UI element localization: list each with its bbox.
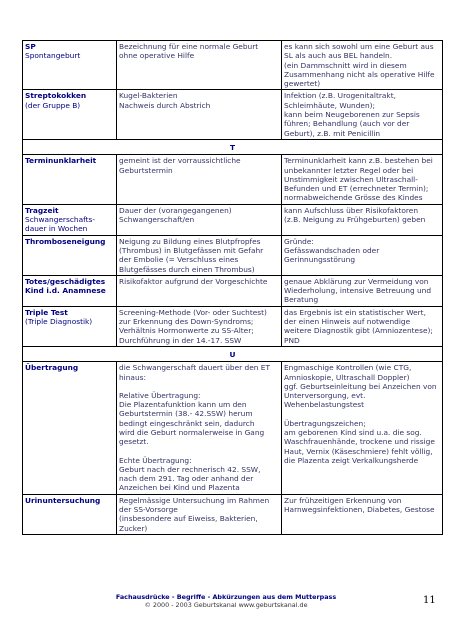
definition-line: bedingt eingeschränkt sein, dadurch [119, 418, 255, 428]
term-cell [23, 494, 117, 534]
definition-line: Regelmässige Untersuchung im Rahmen [119, 495, 270, 505]
term-cell [23, 155, 117, 204]
definition-line: wird die Geburt normalerweise in Gang [119, 427, 265, 437]
notes-line: Unstimmigkeit zwischen Ultraschall- [284, 174, 418, 184]
definition-cell [117, 275, 282, 306]
glossary-row [23, 41, 443, 90]
term: Übertragung [25, 363, 79, 373]
term-cell [23, 204, 117, 235]
notes-line: Befunden und ET (errechneter Termin); [284, 184, 429, 194]
definition-cell [117, 306, 282, 346]
notes-cell [282, 155, 443, 204]
term-cell [23, 306, 117, 346]
definition-cell [117, 90, 282, 139]
glossary-row [23, 306, 443, 346]
definition-line: zur Erkennung des Down-Syndroms; [119, 317, 254, 327]
term-subtitle: Schwangerschafts- dauer in Wochen [25, 215, 95, 234]
notes-line: die Plazenta zeigt Verkalkungsherde [284, 455, 419, 465]
notes-line: Gründe: [284, 236, 314, 246]
term: Terminunklarheit [25, 156, 97, 166]
term-subtitle: (der Gruppe B) [25, 100, 81, 110]
glossary-row [23, 235, 443, 275]
definition-line: (Thrombus) in Blutgefässen mit Gefahr [119, 245, 264, 255]
page-footer [0, 593, 452, 609]
term: Thromboseneigung [25, 236, 106, 246]
notes-line: PND [284, 335, 300, 345]
term: Urinuntersuchung [25, 495, 101, 505]
notes-line: SL als auch aus BEL handeln. [284, 51, 393, 61]
term-cell [23, 275, 117, 306]
term-cell [23, 41, 117, 90]
notes-cell [282, 306, 443, 346]
definition-line: hinaus: [119, 372, 146, 382]
notes-line [284, 410, 440, 419]
notes-line: es kann sich sowohl um eine Geburt aus [284, 42, 434, 51]
definition-line [119, 382, 279, 391]
definition-cell [117, 235, 282, 275]
notes-line: normabweichende Grösse des Kindes [284, 193, 423, 203]
notes-line: Zur frühzeitigen Erkennung von [284, 495, 402, 505]
section-letter-row [23, 346, 443, 361]
notes-line: (ein Dammschnitt wird in diesem [284, 60, 407, 70]
notes-line: kann beim Neugeborenen zur Sepsis [284, 110, 420, 120]
section-letter-row [23, 139, 443, 154]
definition-line: Bezeichnung für eine normale Geburt [119, 42, 259, 51]
definition-cell [117, 362, 282, 495]
notes-line: gewertet) [284, 79, 321, 89]
notes-line: Unterversorgung, evt. [284, 391, 366, 401]
term-cell [23, 362, 117, 495]
term: Totes/geschädigtes Kind i.d. Anamnese [25, 276, 106, 296]
notes-cell [282, 41, 443, 90]
section-letter: T [23, 139, 443, 154]
notes-line: Amnioskopie, Ultraschall Doppler) [284, 372, 410, 382]
definition-line [119, 447, 279, 456]
definition-line: Geburtstermin [119, 165, 173, 175]
definition-line: Relative Übertragung: [119, 390, 201, 400]
definition-line: Risikofaktor aufgrund der Vorgeschichte [119, 276, 268, 286]
definition-line: Screening-Methode (Vor- oder Suchtest) [119, 307, 267, 317]
notes-cell [282, 90, 443, 139]
notes-cell [282, 494, 443, 534]
definition-cell [117, 41, 282, 90]
term: SP [25, 42, 36, 51]
notes-cell [282, 235, 443, 275]
notes-line: Wiederholung, intensive Betreuung und [284, 286, 432, 296]
notes-cell [282, 204, 443, 235]
notes-line: weitere Diagnostik gibt (Amniozentese); [284, 326, 433, 336]
notes-line: Wehenbelastungstest [284, 400, 365, 410]
notes-line: Infektion (z.B. Urogenitaltrakt, [284, 91, 396, 101]
term-cell [23, 90, 117, 139]
notes-line: Harnwegsinfektionen, Diabetes, Gestose [284, 505, 435, 515]
definition-line: ohne operative Hilfe [119, 51, 195, 61]
definition-line: die Schwangerschaft dauert über den ET [119, 363, 270, 373]
notes-line: Übertragungszeichen; [284, 418, 366, 428]
notes-line: Zusammenhang nicht als operative Hilfe [284, 69, 435, 79]
glossary-page [22, 40, 442, 535]
footer-title: Fachausdrücke - Begriffe - Abkürzungen aus dem Mutterpass [115, 593, 337, 601]
notes-line: kann Aufschluss über Risikofaktoren [284, 205, 419, 215]
notes-line: Terminunklarheit kann z.B. bestehen bei [284, 156, 433, 166]
term: Triple Test [25, 307, 68, 317]
notes-line: führen; Behandlung (auch vor der [284, 119, 410, 129]
definition-cell [117, 204, 282, 235]
definition-line: Dauer der (vorangegangenen) [119, 205, 232, 215]
glossary-row [23, 204, 443, 235]
definition-line: nach dem 291. Tag oder anhand der [119, 474, 254, 484]
definition-line: Geburtstermin (38.- 42.SSW) herum [119, 409, 253, 419]
definition-line: (insbesondere auf Eiweiss, Bakterien, [119, 514, 258, 524]
notes-line: Gefässwandschaden oder [284, 245, 380, 255]
term: Streptokokken [25, 91, 87, 101]
notes-line: Engmaschige Kontrollen (wie CTG, [284, 363, 412, 373]
notes-line: der einen Hinweis auf notwendige [284, 317, 411, 327]
notes-line: unbekannter letzter Regel oder bei [284, 165, 414, 175]
notes-cell [282, 362, 443, 495]
notes-line: das Ergebnis ist ein statistischer Wert, [284, 307, 426, 317]
glossary-row [23, 90, 443, 139]
definition-line: der Embolie (= Verschluss eines [119, 255, 239, 265]
notes-line: (z.B. Neigung zu Frühgeburten) geben [284, 215, 426, 225]
section-letter: U [23, 346, 443, 361]
notes-line: Waschfrauenhände, trockene und rissige [284, 437, 435, 447]
page-number: 11 [423, 595, 436, 606]
definition-cell [117, 155, 282, 204]
definition-line: Verhältnis Hormonwerte zu SS-Alter; [119, 326, 254, 336]
definition-line: Blutgefässes durch einen Thrombus) [119, 264, 255, 274]
definition-line: gemeint ist der vorraussichtliche [119, 156, 241, 166]
glossary-table [22, 40, 443, 535]
definition-line: Nachweis durch Abstrich [119, 100, 211, 110]
notes-line: am geborenen Kind sind u.a. die sog. [284, 427, 422, 437]
notes-line: Schleimhäute, Wunden); [284, 100, 376, 110]
notes-cell [282, 275, 443, 306]
notes-line: Beratung [284, 295, 319, 305]
definition-cell [117, 494, 282, 534]
term-cell [23, 235, 117, 275]
footer-copyright: © 2000 - 2003 Geburtskanal www.geburtskanal.de [144, 601, 308, 609]
notes-line: Haut, Vernix (Käseschmiere) fehlt völlig, [284, 446, 433, 456]
glossary-row [23, 494, 443, 534]
definition-line: gesetzt. [119, 437, 149, 447]
definition-line: Schwangerschaft/en [119, 215, 195, 225]
glossary-row [23, 362, 443, 495]
glossary-row [23, 275, 443, 306]
notes-line: Gerinnungsstörung [284, 255, 356, 265]
definition-line: Geburt nach der rechnerisch 42. SSW, [119, 464, 261, 474]
definition-line: der SS-Vorsorge [119, 505, 178, 515]
definition-line: Anzeichen bei Kind und Plazenta [119, 483, 240, 493]
term-subtitle: (Triple Diagnostik) [25, 317, 93, 327]
term-subtitle: Spontangeburt [25, 51, 81, 61]
definition-line: Kugel-Bakterien [119, 91, 178, 101]
definition-line: Neigung zu Bildung eines Blutpfropfes [119, 236, 261, 246]
notes-line: Geburt), z.B. mit Penicillin [284, 128, 381, 138]
term: Tragzeit [25, 205, 59, 215]
definition-line: Durchführung in der 14.-17. SSW [119, 335, 242, 345]
notes-line: ggf. Geburtseinleitung bei Anzeichen von [284, 381, 437, 391]
notes-line: genaue Abklärung zur Vermeidung von [284, 276, 429, 286]
definition-line: Zucker) [119, 523, 148, 533]
glossary-row [23, 155, 443, 204]
definition-line: Echte Übertragung: [119, 455, 192, 465]
definition-line: Die Plazentafunktion kann um den [119, 400, 247, 410]
